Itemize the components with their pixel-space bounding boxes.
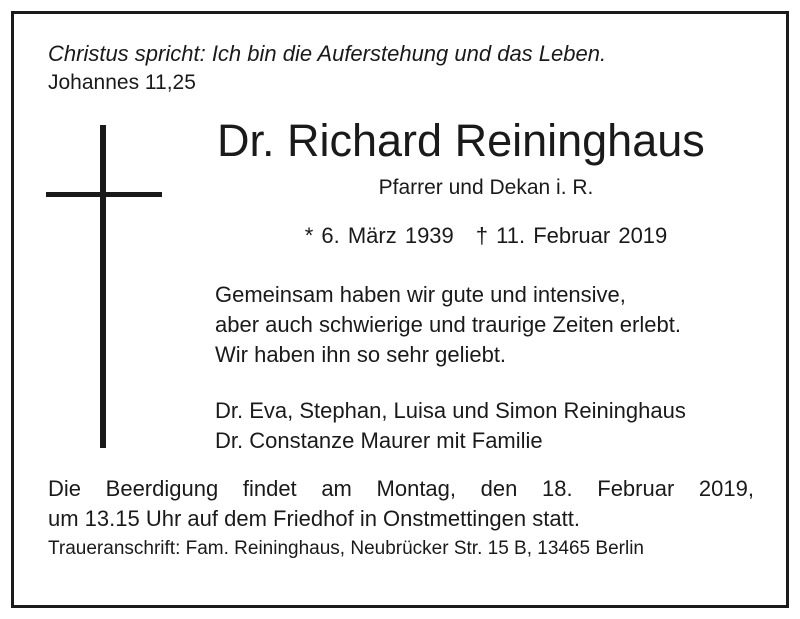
cross-icon xyxy=(100,125,106,448)
burial-info xyxy=(48,474,754,534)
condolence-address: Traueranschrift: Fam. Reininghaus, Neubrücker Str. 15 B, 13465 Berlin xyxy=(48,538,644,559)
life-dates xyxy=(216,223,756,249)
burial-line: Die Beerdigung findet am Montag, den 18. Februar 2019, xyxy=(48,476,754,501)
message-line: Wir haben ihn so sehr geliebt. xyxy=(215,342,507,367)
deceased-name: Dr. Richard Reininghaus xyxy=(217,115,705,166)
bible-reference: Johannes 11,25 xyxy=(48,71,196,94)
mourner-line: Dr. Eva, Stephan, Luisa und Simon Reininghaus xyxy=(215,398,686,423)
death-date: † 11. Februar 2019 xyxy=(475,223,668,248)
memorial-message xyxy=(215,280,681,370)
message-line: Gemeinsam haben wir gute und intensive, xyxy=(215,282,626,307)
bible-quote: Christus spricht: Ich bin die Auferstehung und das Leben. xyxy=(48,41,607,66)
mourners-list xyxy=(215,396,686,456)
message-line: aber auch schwierige und traurige Zeiten erlebt. xyxy=(215,312,681,337)
burial-line: um 13.15 Uhr auf dem Friedhof in Onstmettingen statt. xyxy=(48,506,580,531)
cross-icon-beam xyxy=(46,192,162,197)
deceased-title: Pfarrer und Dekan i. R. xyxy=(378,176,594,199)
birth-date: * 6. März 1939 xyxy=(304,223,454,248)
mourner-line: Dr. Constanze Maurer mit Familie xyxy=(215,428,543,453)
